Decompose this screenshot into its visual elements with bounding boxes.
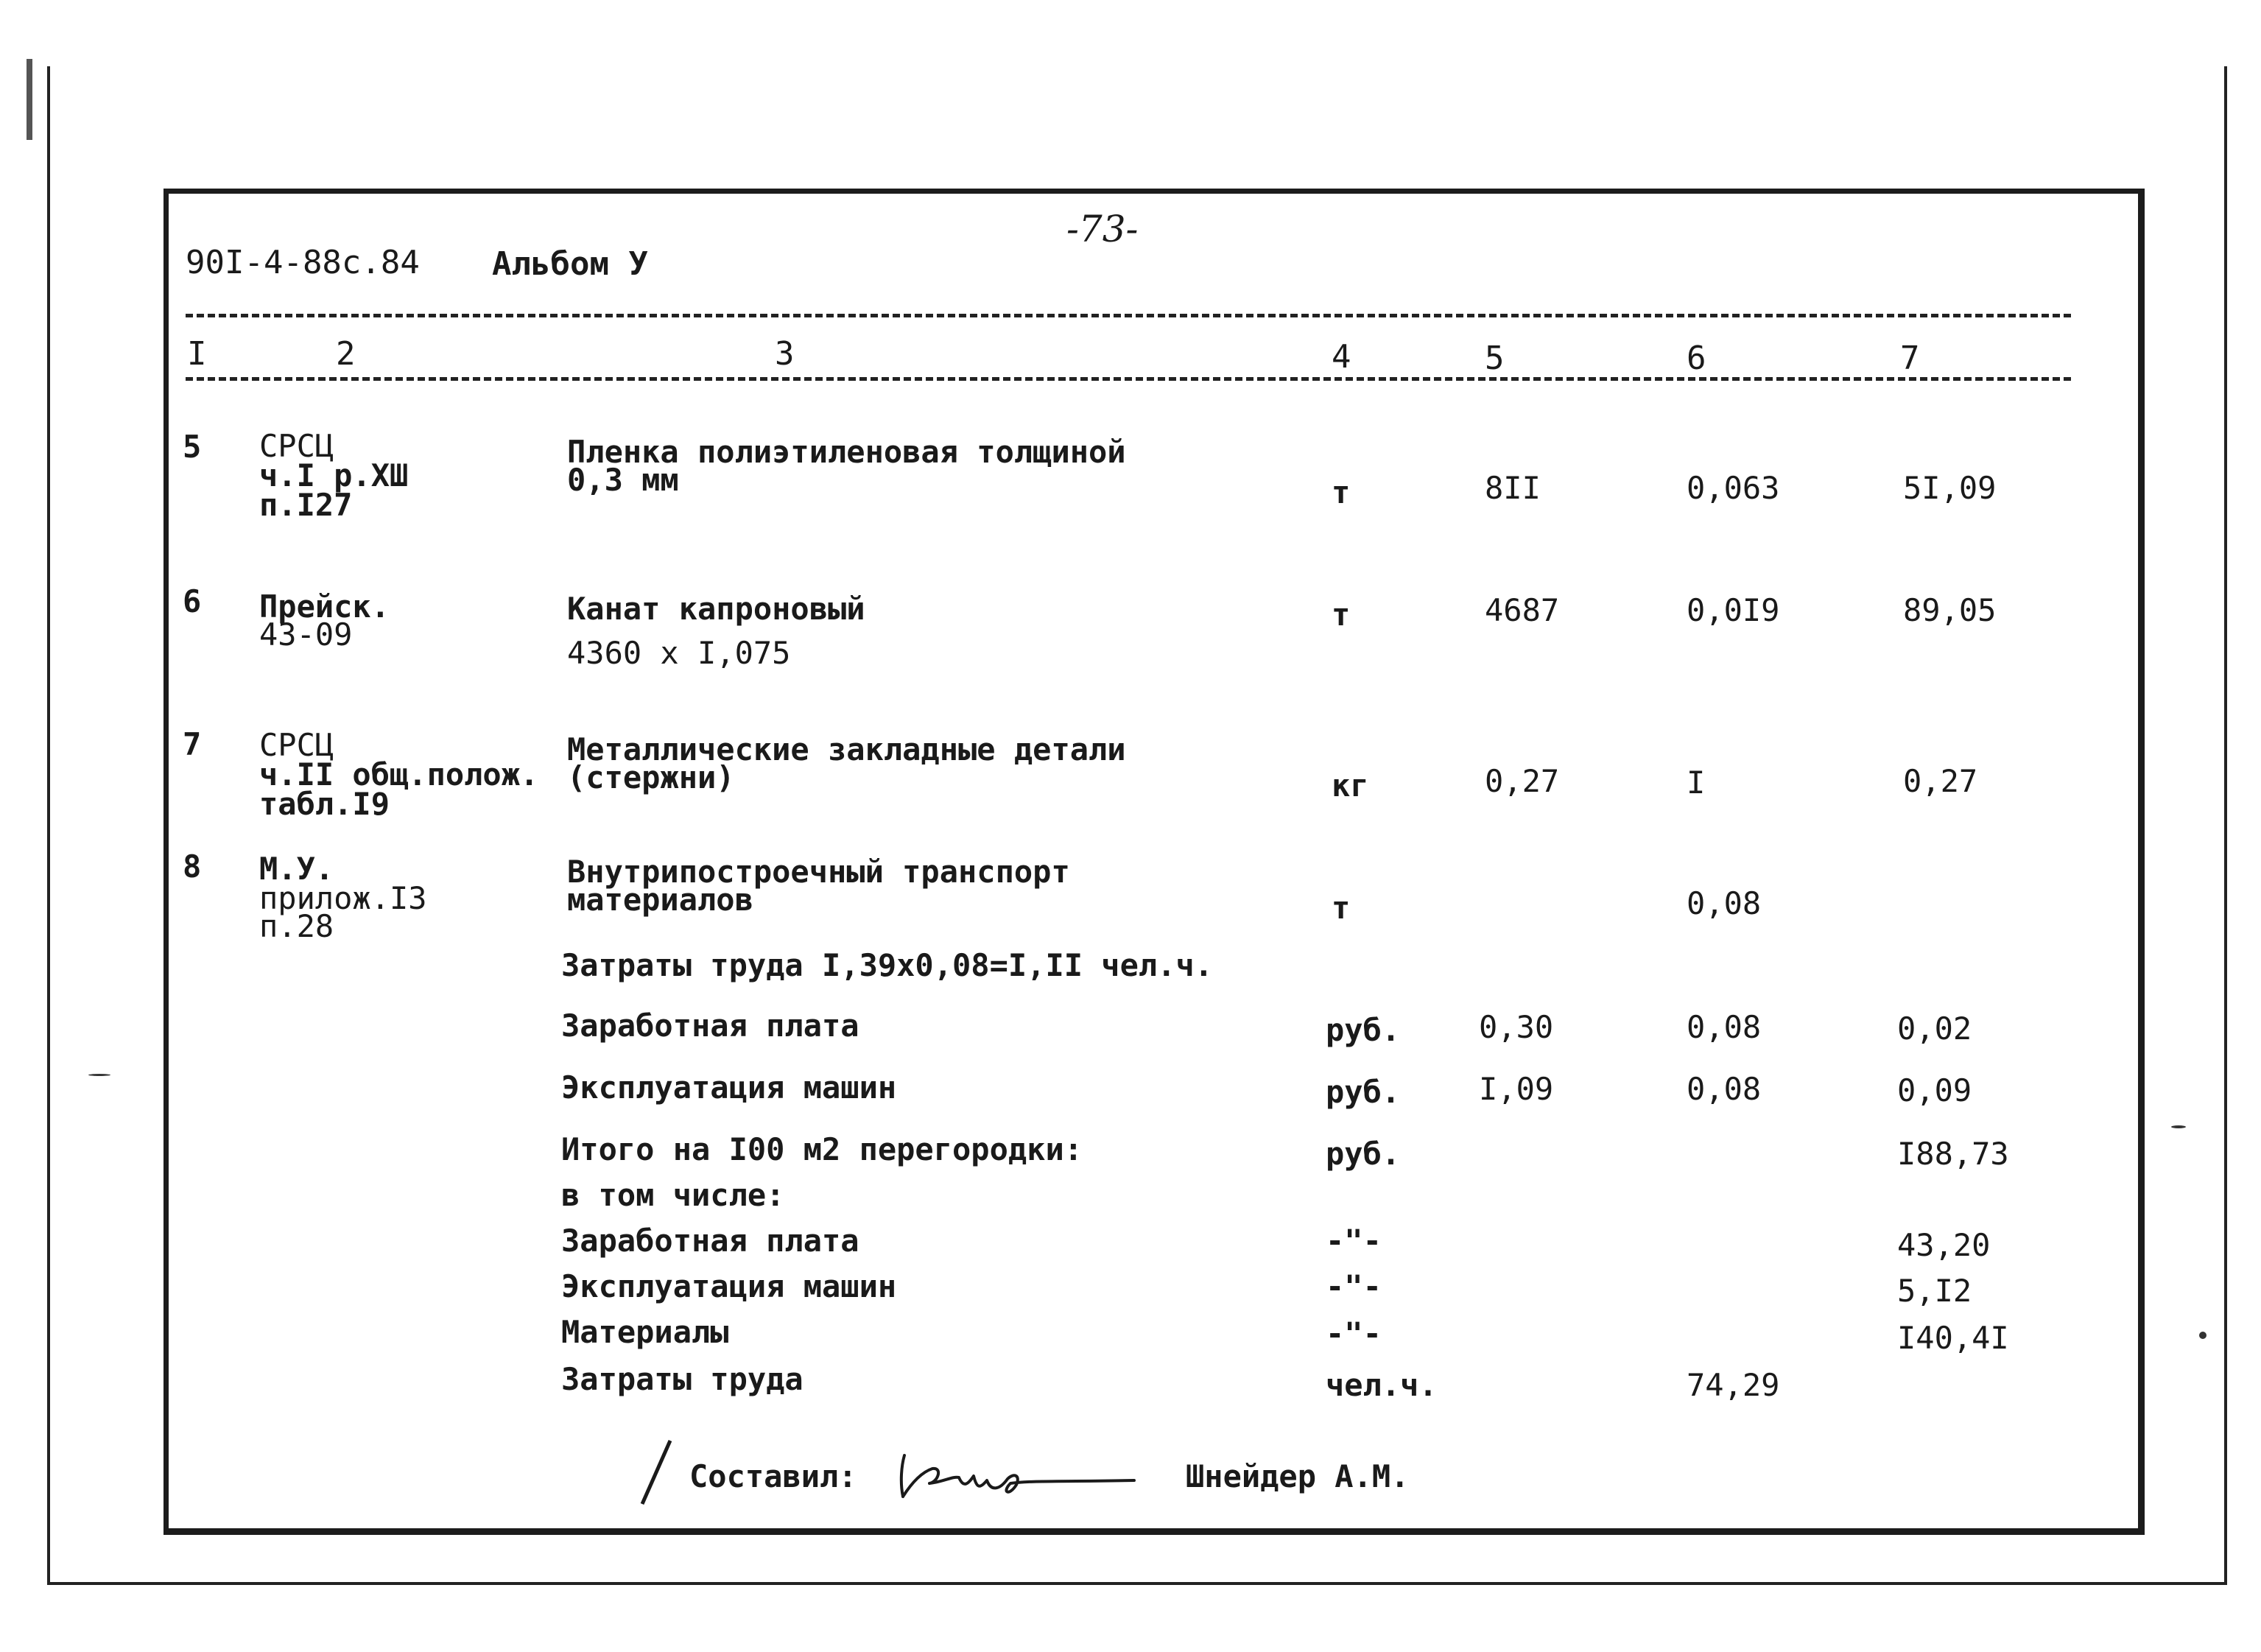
outer-border-bottom: [47, 1582, 2227, 1585]
col-header-3: 3: [775, 335, 795, 373]
row-name-line: Канат капроновый: [567, 591, 865, 627]
compiled-label: Составил:: [689, 1458, 857, 1494]
sub-row-total: 0,02: [1897, 1010, 1972, 1047]
row-name-line: Металлические закладные детали: [567, 731, 1126, 767]
row-ref-line: п.28: [259, 908, 334, 944]
row-unit: кг: [1332, 767, 1369, 804]
row-unit: т: [1332, 890, 1351, 926]
sub-row-total: 0,09: [1897, 1072, 1972, 1108]
album-label: Альбом У: [492, 245, 648, 283]
row-name-line: материалов: [567, 882, 753, 918]
row-unit: т: [1332, 474, 1351, 510]
row-total: 89,05: [1903, 592, 1997, 628]
totals-total: I88,73: [1897, 1136, 2009, 1172]
header-rule-top: [186, 314, 2071, 317]
row-num: 8: [183, 848, 202, 885]
row-ref-line: 43-09: [259, 616, 353, 653]
sub-row-unit: руб.: [1326, 1012, 1401, 1048]
row-qty: 0,063: [1687, 470, 1780, 506]
document-frame: [163, 189, 2145, 1535]
row-num: 6: [183, 583, 202, 619]
row-name-line: 4360 х I,075: [567, 635, 791, 671]
totals-including: в том числе:: [561, 1177, 785, 1213]
row-price: 0,27: [1485, 763, 1560, 799]
labor-calc-line: Затраты труда I,39х0,08=I,II чел.ч.: [561, 947, 1214, 983]
totals-labor-qty: 74,29: [1687, 1367, 1780, 1403]
handwritten-signature: [891, 1436, 1142, 1510]
row-qty: I: [1687, 765, 1706, 801]
col-header-4: 4: [1332, 338, 1351, 376]
row-total: 5I,09: [1903, 470, 1997, 506]
totals-item-name: Заработная плата: [561, 1223, 859, 1259]
totals-item-total: 5,I2: [1897, 1273, 1972, 1309]
totals-item-total: I40,4I: [1897, 1320, 2009, 1356]
sub-row-price: I,09: [1479, 1071, 1554, 1107]
col-header-2: 2: [336, 335, 356, 373]
row-unit: т: [1332, 597, 1351, 633]
row-ref-line: СРСЦ: [259, 428, 334, 464]
row-ref-line: ч.I р.ХШ: [259, 457, 409, 493]
scan-speck: [2199, 1332, 2207, 1339]
row-ref-line: прилож.I3: [259, 880, 427, 916]
col-header-5: 5: [1485, 340, 1505, 377]
row-price: 4687: [1485, 592, 1560, 628]
col-header-7: 7: [1900, 340, 1920, 377]
sub-row-name: Эксплуатация машин: [561, 1069, 897, 1106]
row-ref-line: СРСЦ: [259, 727, 334, 763]
totals-item-unit: -"-: [1326, 1223, 1382, 1259]
row-name-line: (стержни): [567, 759, 735, 795]
totals-title: Итого на I00 м2 перегородки:: [561, 1131, 1083, 1167]
row-num: 7: [183, 726, 202, 762]
row-ref-line: Прейск.: [259, 588, 390, 625]
row-ref-line: п.I27: [259, 487, 353, 523]
outer-border-right: [2224, 66, 2227, 1584]
page-number: -73-: [1066, 208, 1139, 250]
row-price: 8II: [1485, 470, 1541, 506]
row-name-line: 0,3 мм: [567, 462, 679, 498]
col-header-1: I: [187, 335, 207, 373]
totals-item-name: Эксплуатация машин: [561, 1268, 897, 1304]
scan-speck: [2171, 1125, 2186, 1128]
slash-mark: [635, 1436, 679, 1510]
row-num: 5: [183, 429, 202, 465]
doc-code: 90I-4-88с.84: [186, 244, 420, 281]
outer-border-left: [47, 66, 50, 1584]
row-ref-line: табл.I9: [259, 786, 390, 822]
edge-mark: [27, 59, 32, 140]
sub-row-qty: 0,08: [1687, 1071, 1762, 1107]
sub-row-name: Заработная плата: [561, 1008, 859, 1044]
header-rule-bottom: [186, 377, 2071, 381]
row-total: 0,27: [1903, 763, 1978, 799]
row-qty: 0,08: [1687, 885, 1762, 921]
col-header-6: 6: [1687, 340, 1706, 377]
sub-row-price: 0,30: [1479, 1009, 1554, 1045]
sub-row-qty: 0,08: [1687, 1009, 1762, 1045]
scan-speck: [88, 1074, 110, 1076]
row-name-line: Внутрипостроечный транспорт: [567, 854, 1070, 890]
totals-item-unit: -"-: [1326, 1268, 1382, 1304]
totals-labor-unit: чел.ч.: [1326, 1367, 1438, 1403]
totals-unit: руб.: [1326, 1136, 1401, 1172]
totals-item-total: 43,20: [1897, 1227, 1991, 1263]
row-ref-line: М.У.: [259, 851, 334, 887]
row-qty: 0,0I9: [1687, 592, 1780, 628]
row-name-line: Пленка полиэтиленовая толщиной: [567, 434, 1126, 470]
author-name: Шнейдер А.М.: [1186, 1458, 1410, 1494]
sub-row-unit: руб.: [1326, 1074, 1401, 1110]
totals-item-unit: -"-: [1326, 1315, 1382, 1352]
totals-labor-name: Затраты труда: [561, 1361, 804, 1397]
row-ref-line: ч.II общ.полож.: [259, 756, 539, 792]
totals-item-name: Материалы: [561, 1314, 729, 1350]
